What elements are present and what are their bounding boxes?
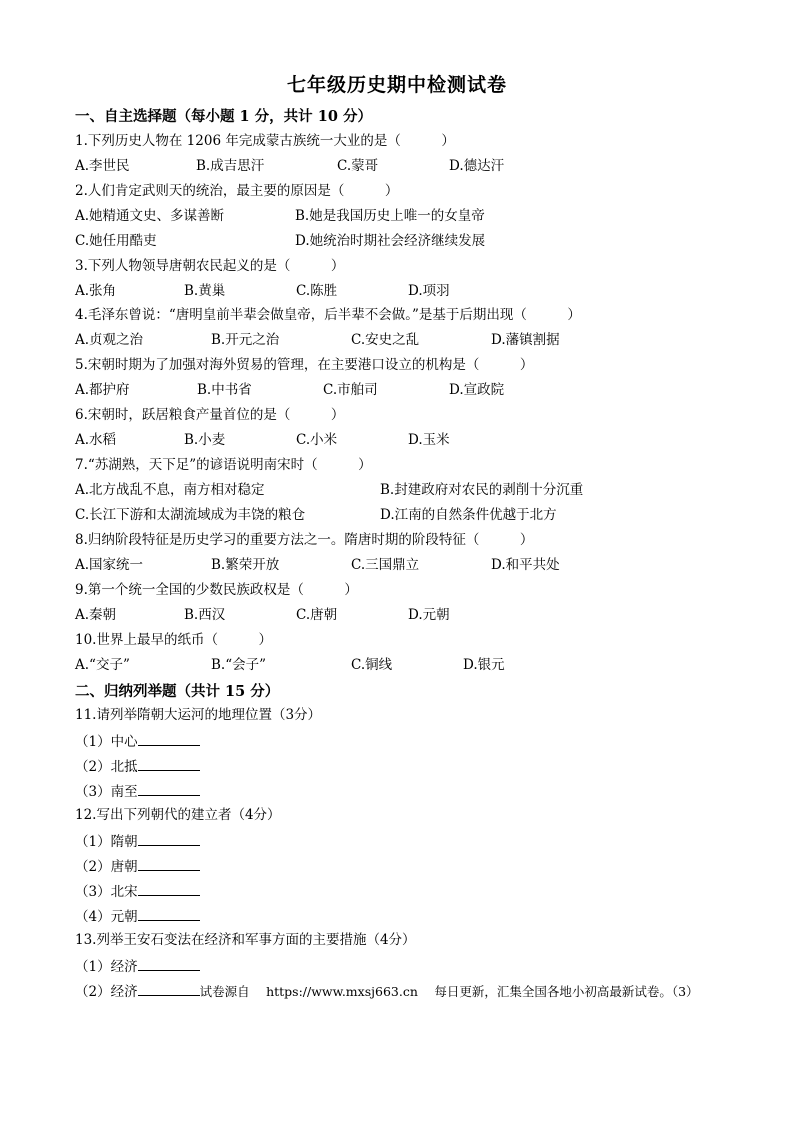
q5-option-c: C.市舶司 (323, 382, 378, 398)
question-3: 3.下列人物领导唐朝农民起义的是（ ） (75, 258, 345, 274)
q12-item-2-label: （2）唐朝 (75, 859, 138, 875)
q9-option-b: B.西汉 (184, 607, 226, 623)
q2-option-c: C.她任用酷吏 (75, 233, 157, 249)
q2-option-b: B.她是我国历史上唯一的女皇帝 (295, 208, 485, 224)
q4-option-d: D.藩镇割据 (491, 332, 560, 348)
question-9: 9.第一个统一全国的少数民族政权是（ ） (75, 582, 358, 598)
q4-option-c: C.安史之乱 (351, 332, 420, 348)
section2-heading: 二、归纳列举题（共计 15 分） (75, 683, 280, 700)
answer-blank[interactable] (138, 756, 200, 771)
source-footer-text: 试卷源自 https://www.mxsj663.cn 每日更新，汇集全国各地小初高最新试卷。（3） (199, 984, 699, 999)
q3-option-a: A.张角 (75, 283, 117, 299)
q7-option-c: C.长江下游和太湖流域成为丰饶的粮仓 (75, 507, 306, 523)
q12-item-2 (75, 856, 200, 876)
question-5: 5.宋朝时期为了加强对海外贸易的管理，在主要港口设立的机构是（ ） (75, 357, 534, 373)
q12-item-4-label: （4）元朝 (75, 909, 138, 925)
question-11: 11.请列举隋朝大运河的地理位置（3分） (75, 707, 322, 723)
q12-item-3 (75, 881, 200, 901)
q11-item-2-label: （2）北抵 (75, 759, 138, 775)
q10-option-d: D.银元 (463, 657, 505, 673)
q1-option-b: B.成吉思汗 (196, 158, 265, 174)
q13-item-2-label: （2）经济 (75, 984, 138, 1000)
q9-option-d: D.元朝 (408, 607, 450, 623)
answer-blank[interactable] (138, 906, 200, 921)
question-8: 8.归纳阶段特征是历史学习的重要方法之一。隋唐时期的阶段特征（ ） (75, 532, 534, 548)
answer-blank[interactable] (138, 956, 200, 971)
question-13: 13.列举王安石变法在经济和军事方面的主要措施（4分） (75, 932, 416, 948)
q4-option-a: A.贞观之治 (75, 332, 144, 348)
question-2: 2.人们肯定武则天的统治，最主要的原因是（ ） (75, 183, 399, 199)
page-title: 七年级历史期中检测试卷 (286, 74, 507, 96)
q12-item-3-label: （3）北宋 (75, 884, 138, 900)
q1-option-d: D.德达汗 (449, 158, 505, 174)
q10-option-b: B.“会子” (211, 657, 267, 673)
q7-option-d: D.江南的自然条件优越于北方 (380, 507, 557, 523)
q3-option-c: C.陈胜 (296, 283, 338, 299)
q10-option-c: C.铜线 (351, 657, 393, 673)
question-12: 12.写出下列朝代的建立者（4分） (75, 807, 281, 823)
q1-option-c: C.蒙哥 (337, 158, 379, 174)
q6-option-a: A.水稻 (75, 432, 117, 448)
q11-item-1 (75, 731, 200, 751)
q3-option-d: D.项羽 (408, 283, 450, 299)
q6-option-d: D.玉米 (408, 432, 450, 448)
q12-item-1 (75, 831, 200, 851)
answer-blank[interactable] (138, 856, 200, 871)
q13-item-1 (75, 956, 200, 976)
q10-option-a: A.“交子” (75, 657, 130, 673)
q5-option-d: D.宣政院 (449, 382, 505, 398)
q13-item-1-label: （1）经济 (75, 959, 138, 975)
q11-item-1-label: （1）中心 (75, 734, 138, 750)
q6-option-c: C.小米 (296, 432, 338, 448)
q6-option-b: B.小麦 (184, 432, 226, 448)
q12-item-1-label: （1）隋朝 (75, 834, 138, 850)
answer-blank[interactable] (138, 731, 200, 746)
q8-option-d: D.和平共处 (491, 557, 560, 573)
question-4: 4.毛泽东曾说：“唐明皇前半辈会做皇帝，后半辈不会做。”是基于后期出现（ ） (75, 307, 581, 323)
q8-option-c: C.三国鼎立 (351, 557, 420, 573)
q9-option-c: C.唐朝 (296, 607, 338, 623)
q11-item-3 (75, 781, 200, 801)
q13-item-2 (75, 981, 699, 1001)
q9-option-a: A.秦朝 (75, 607, 117, 623)
question-1: 1.下列历史人物在 1206 年完成蒙古族统一大业的是（ ） (75, 133, 455, 149)
section1-heading: 一、自主选择题（每小题 1 分，共计 10 分） (75, 108, 372, 125)
q5-option-a: A.都护府 (75, 382, 130, 398)
answer-blank[interactable] (138, 831, 200, 846)
answer-blank[interactable] (138, 981, 200, 996)
q2-option-a: A.她精通文史、多谋善断 (75, 208, 225, 224)
q2-option-d: D.她统治时期社会经济继续发展 (295, 233, 486, 249)
q11-item-3-label: （3）南至 (75, 784, 138, 800)
q12-item-4 (75, 906, 200, 926)
question-7: 7.“苏湖熟，天下足”的谚语说明南宋时（ ） (75, 457, 372, 473)
answer-blank[interactable] (138, 881, 200, 896)
q7-option-a: A.北方战乱不息，南方相对稳定 (75, 482, 265, 498)
q7-option-b: B.封建政府对农民的剥削十分沉重 (380, 482, 584, 498)
q1-option-a: A.李世民 (75, 158, 130, 174)
q5-option-b: B.中书省 (197, 382, 252, 398)
answer-blank[interactable] (138, 781, 200, 796)
question-6: 6.宋朝时，跃居粮食产量首位的是（ ） (75, 407, 345, 423)
q4-option-b: B.开元之治 (211, 332, 280, 348)
q8-option-a: A.国家统一 (75, 557, 144, 573)
q3-option-b: B.黄巢 (184, 283, 226, 299)
question-10: 10.世界上最早的纸币（ ） (75, 632, 272, 648)
q8-option-b: B.繁荣开放 (211, 557, 280, 573)
q11-item-2 (75, 756, 200, 776)
